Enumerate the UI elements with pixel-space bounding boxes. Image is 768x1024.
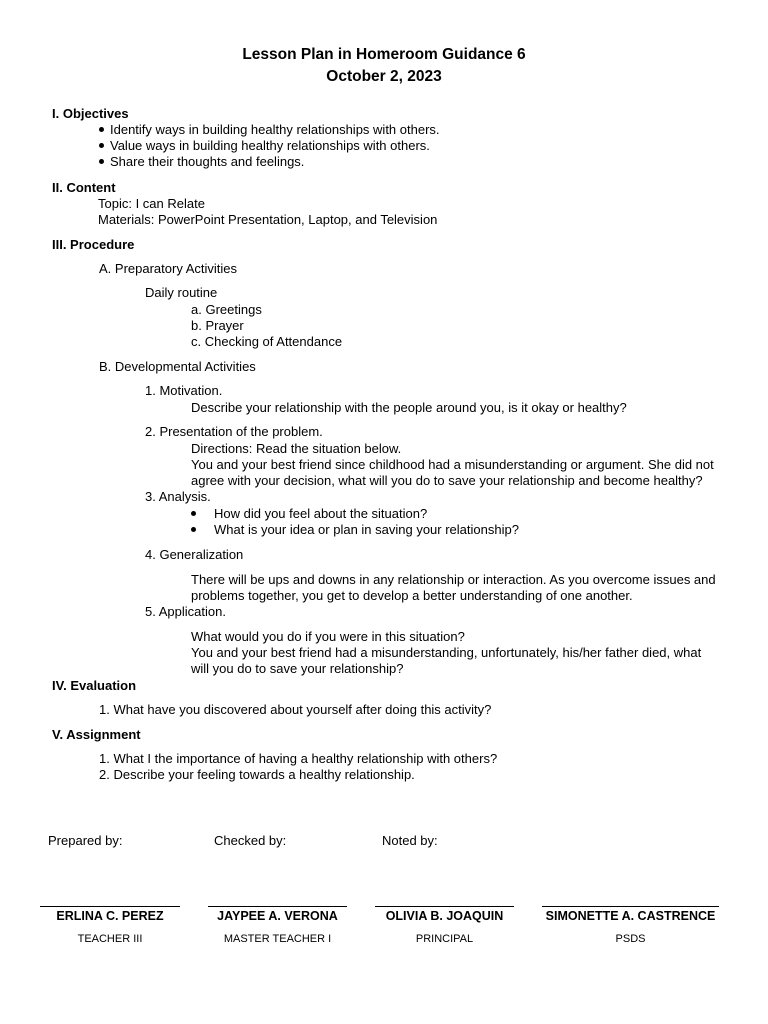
motivation-label: 1. Motivation.	[145, 383, 223, 398]
bullet-icon	[191, 527, 196, 532]
bullet-icon	[99, 159, 104, 164]
procedure-heading: III. Procedure	[52, 237, 135, 252]
routine-item: a. Greetings	[191, 302, 262, 317]
signature-line	[40, 906, 180, 907]
presentation-label: 2. Presentation of the problem.	[145, 424, 323, 439]
prepared-by-label: Prepared by:	[48, 833, 123, 848]
document-date: October 2, 2023	[326, 68, 442, 85]
signature-line	[542, 906, 719, 907]
objective-item: Share their thoughts and feelings.	[110, 154, 305, 169]
analysis-label: 3. Analysis.	[145, 489, 211, 504]
signatory-position: PRINCIPAL	[415, 933, 474, 945]
objective-item: Value ways in building healthy relationships with others.	[110, 138, 430, 153]
evaluation-heading: IV. Evaluation	[52, 678, 137, 693]
content-topic: Topic: I can Relate	[98, 196, 205, 211]
assignment-heading: V. Assignment	[52, 727, 141, 742]
content-heading: II. Content	[52, 180, 116, 195]
content-materials: Materials: PowerPoint Presentation, Laptop, and Television	[98, 212, 438, 227]
analysis-question: How did you feel about the situation?	[214, 506, 428, 521]
presentation-situation-line: You and your best friend since childhood had a misunderstanding or argument. She did not	[191, 457, 714, 472]
assignment-item: 2. Describe your feeling towards a healthy relationship.	[99, 767, 415, 782]
motivation-text: Describe your relationship with the people around you, is it okay or healthy?	[191, 400, 627, 415]
bullet-icon	[99, 127, 104, 132]
analysis-question: What is your idea or plan in saving your relationship?	[214, 522, 519, 537]
signatory-name: SIMONETTE A. CASTRENCE	[545, 909, 716, 923]
application-question: What would you do if you were in this situation?	[191, 629, 465, 644]
generalization-line: problems together, you get to develop a better understanding of one another.	[191, 588, 633, 603]
document-title: Lesson Plan in Homeroom Guidance 6	[242, 46, 526, 63]
noted-by-label: Noted by:	[382, 833, 438, 848]
assignment-item: 1. What I the importance of having a healthy relationship with others?	[99, 751, 498, 766]
evaluation-item: 1. What have you discovered about yourself after doing this activity?	[99, 702, 492, 717]
application-label: 5. Application.	[145, 604, 226, 619]
objective-item: Identify ways in building healthy relationships with others.	[110, 122, 440, 137]
checked-by-label: Checked by:	[214, 833, 287, 848]
objectives-heading: I. Objectives	[52, 106, 129, 121]
presentation-directions: Directions: Read the situation below.	[191, 441, 402, 456]
signatory-position: MASTER TEACHER I	[223, 933, 332, 945]
signatory-position: TEACHER III	[77, 933, 143, 945]
generalization-label: 4. Generalization	[145, 547, 244, 562]
application-line: will you do to save your relationship?	[191, 661, 404, 676]
signatory-position: PSDS	[615, 933, 646, 945]
routine-item: c. Checking of Attendance	[191, 334, 343, 349]
bullet-icon	[99, 143, 104, 148]
daily-routine-label: Daily routine	[145, 285, 218, 300]
presentation-situation-line: agree with your decision, what will you do to save your relationship and become healthy?	[191, 473, 703, 488]
signatory-name: OLIVIA B. JOAQUIN	[385, 909, 504, 923]
signatory-name: JAYPEE A. VERONA	[217, 909, 338, 923]
signature-line	[208, 906, 347, 907]
preparatory-label: A. Preparatory Activities	[99, 261, 237, 276]
signature-line	[375, 906, 514, 907]
generalization-line: There will be ups and downs in any relationship or interaction. As you overcome issues and	[191, 572, 716, 587]
application-line: You and your best friend had a misunderstanding, unfortunately, his/her father died, what	[191, 645, 702, 660]
developmental-label: B. Developmental Activities	[99, 359, 256, 374]
routine-item: b. Prayer	[191, 318, 244, 333]
signatory-name: ERLINA C. PEREZ	[56, 909, 164, 923]
bullet-icon	[191, 511, 196, 516]
